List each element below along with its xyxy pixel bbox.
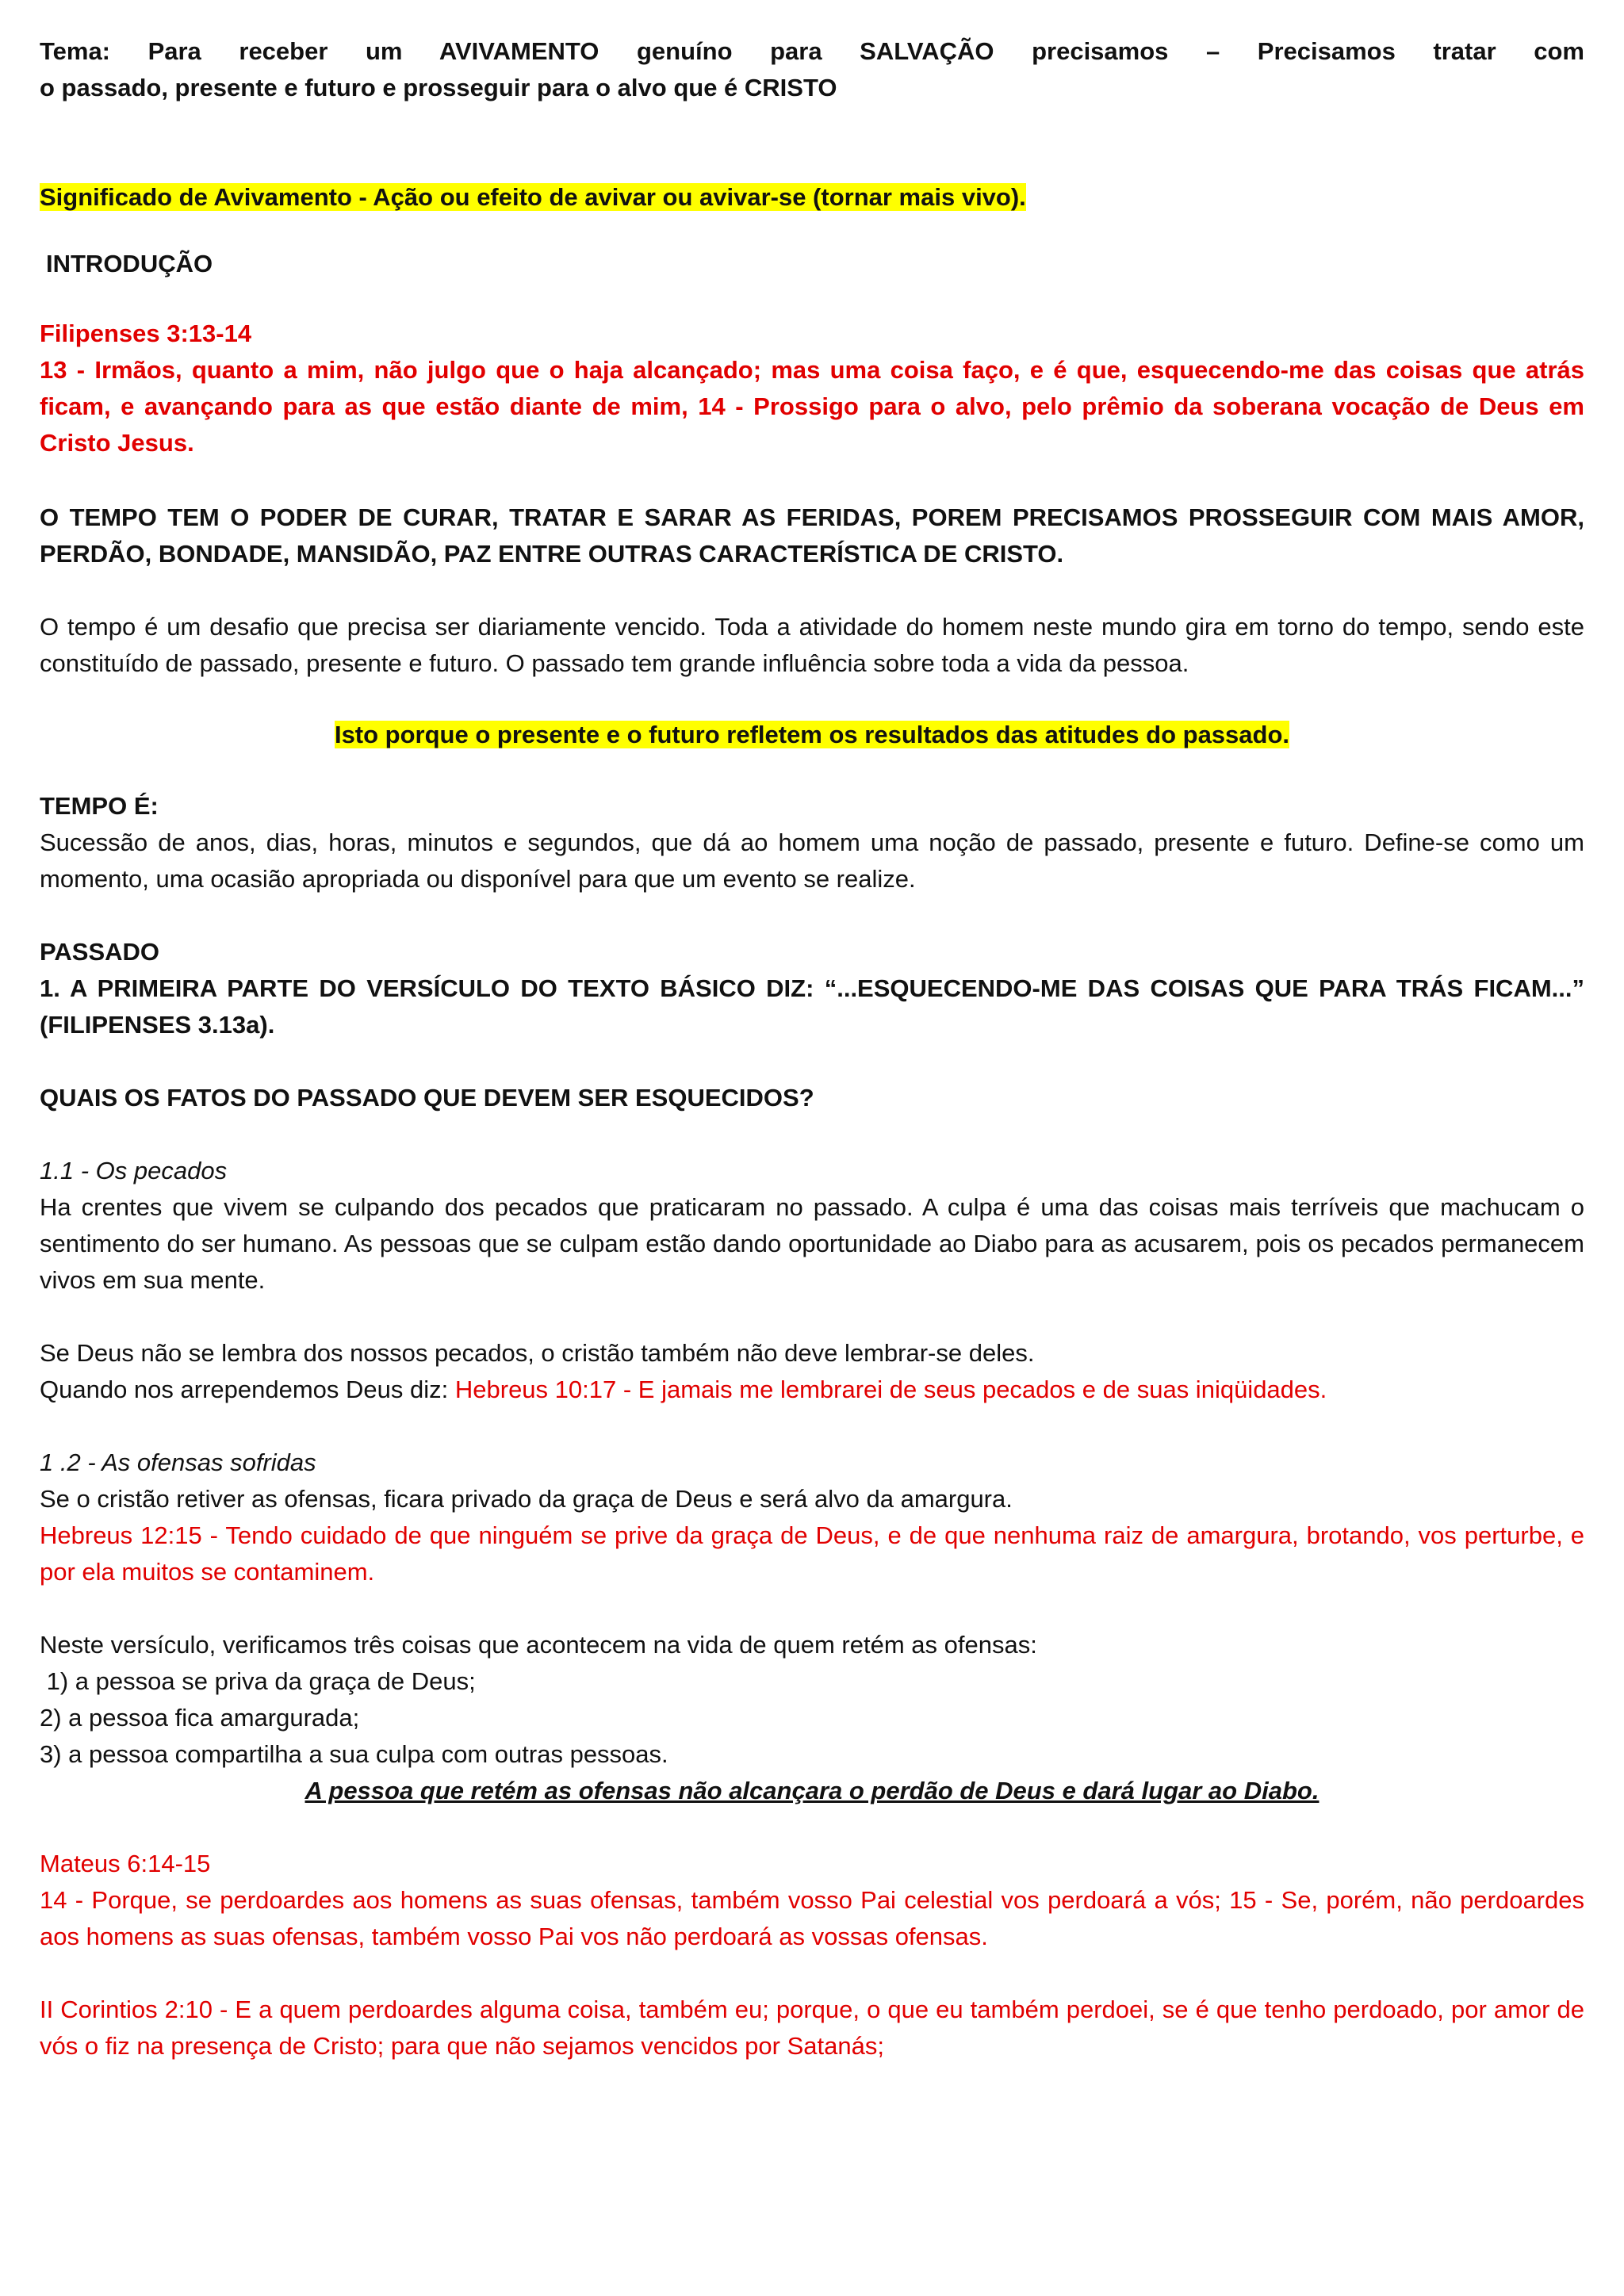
hebrews-10-verse: Hebreus 10:17 - E jamais me lembrarei de seus pecados e de suas iniqüidades.: [454, 1376, 1327, 1403]
passado-point-1: 1. A PRIMEIRA PARTE DO VERSÍCULO DO TEXTO BÁSICO DIZ: “...ESQUECENDO-ME DAS COISAS QUE PARA TRÁS FICAM...” (FILIPENSES 3.13a).: [40, 974, 1584, 1039]
list-item: 2) a pessoa fica amargurada;: [40, 1704, 360, 1732]
meaning-highlight: Significado de Avivamento - Ação ou efeito de avivar ou avivar-se (tornar mais vivo).: [40, 183, 1026, 211]
theme-line-2: o passado, presente e futuro e prosseguir para o alvo que é CRISTO: [40, 74, 837, 101]
sins-heading: 1.1 - Os pecados: [40, 1157, 228, 1184]
time-paragraph: O tempo é um desafio que precisa ser diariamente vencido. Toda a atividade do homem neste mundo gira em torno do tempo, sendo este constituído de passado, presente e futuro. O passado tem grande influência sobre toda a vida da pessoa.: [40, 613, 1584, 677]
philippians-text: 13 - Irmãos, quanto a mim, não julgo que o haja alcançado; mas uma coisa faço, e é que, esquecendo-me das coisas que atrás ficam, e avançando para as que estão diante de mim, 14 - Prossigo para o alvo, pelo prêmio da soberana vocação de Deus em Cristo Jesus.: [40, 356, 1584, 457]
offenses-list-intro: Neste versículo, verificamos três coisas que acontecem na vida de quem retém as ofensas:: [40, 1631, 1037, 1659]
corinthians-verse: II Corintios 2:10 - E a quem perdoardes alguma coisa, também eu; porque, o que eu também perdoei, se é que tenho perdoado, por amor de vós o fiz na presença de Cristo; para que não sejamos vencidos por Satanás;: [40, 1996, 1584, 2060]
tempo-heading: TEMPO É:: [40, 792, 159, 820]
hebrews-12-verse: Hebreus 12:15 - Tendo cuidado de que ninguém se prive da graça de Deus, e de que nenhuma raiz de amargura, brotando, vos perturbe, e por ela muitos se contaminem.: [40, 1521, 1584, 1586]
intro-heading: INTRODUÇÃO: [46, 250, 213, 277]
tempo-text: Sucessão de anos, dias, horas, minutos e segundos, que dá ao homem uma noção de passado, presente e futuro. Define-se como um momento, uma ocasião apropriada ou disponível para que um evento se realize.: [40, 828, 1584, 893]
offenses-text: Se o cristão retiver as ofensas, ficara privado da graça de Deus e será alvo da amargura.: [40, 1485, 1013, 1513]
passado-question: QUAIS OS FATOS DO PASSADO QUE DEVEM SER ESQUECIDOS?: [40, 1084, 814, 1112]
theme-line-1: Tema: Para receber um AVIVAMENTO genuíno para SALVAÇÃO precisamos – Precisamos tratar com: [40, 37, 1584, 65]
offenses-conclusion-line: [40, 1773, 1584, 1809]
philippians-ref: Filipenses 3:13-14: [40, 320, 252, 347]
list-item: 3) a pessoa compartilha a sua culpa com outras pessoas.: [40, 1740, 668, 1768]
highlight-center: Isto porque o presente e o futuro refletem os resultados das atitudes do passado.: [334, 721, 1290, 748]
sins-text: Ha crentes que vivem se culpando dos pecados que praticaram no passado. A culpa é uma das coisas mais terríveis que machucam o sentimento do ser humano. As pessoas que se culpam estão dando oportunidade ao Diabo para as acusarem, pois os pecados permanecem vivos em sua mente.: [40, 1193, 1584, 1294]
passado-heading: PASSADO: [40, 938, 160, 966]
meaning-line: [40, 179, 1584, 216]
matthew-ref: Mateus 6:14-15: [40, 1850, 211, 1877]
matthew-text: 14 - Porque, se perdoardes aos homens as suas ofensas, também vosso Pai celestial vos perdoará a vós; 15 - Se, porém, não perdoardes aos homens as suas ofensas, também vosso Pai vos não perdoará as vossas ofensas.: [40, 1886, 1584, 1950]
time-power-paragraph: O TEMPO TEM O PODER DE CURAR, TRATAR E SARAR AS FERIDAS, POREM PRECISAMOS PROSSEGUIR COM MAIS AMOR, PERDÃO, BONDADE, MANSIDÃO, PAZ ENTRE OUTRAS CARACTERÍSTICA DE CRISTO.: [40, 503, 1584, 568]
sins-line-b: [40, 1372, 1584, 1408]
offenses-conclusion: A pessoa que retém as ofensas não alcançara o perdão de Deus e dará lugar ao Diabo.: [304, 1777, 1320, 1804]
sins-line-a: Se Deus não se lembra dos nossos pecados, o cristão também não deve lembrar-se deles.: [40, 1339, 1035, 1367]
sins-line-b-prefix: Quando nos arrependemos Deus diz:: [40, 1376, 455, 1403]
highlight-center-line: [40, 717, 1584, 753]
offenses-heading: 1 .2 - As ofensas sofridas: [40, 1448, 316, 1476]
list-item: 1) a pessoa se priva da graça de Deus;: [40, 1667, 476, 1695]
